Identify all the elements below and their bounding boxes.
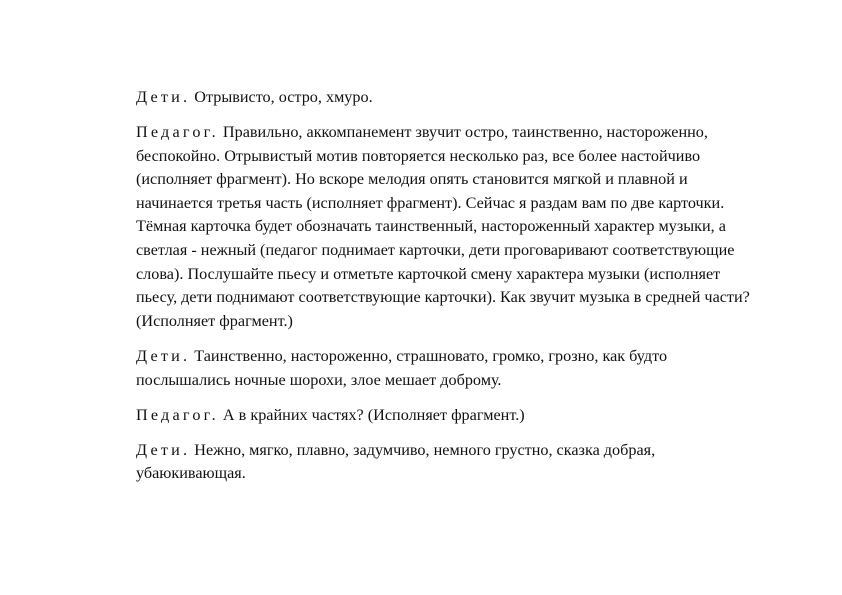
speaker-label: Дети. [136,346,191,365]
speaker-label: Дети. [136,440,191,459]
dialogue-text: Отрывисто, остро, хмуро. [194,88,373,106]
dialogue-paragraph [136,121,756,333]
dialogue-text: Нежно, мягко, плавно, задумчиво, немного грустно, сказка добрая, убаюкивающая. [136,440,656,483]
dialogue-paragraph [136,345,756,392]
document-body [136,86,756,497]
dialogue-paragraph [136,404,756,428]
speaker-label: Педагог. [136,405,219,424]
dialogue-text: Правильно, аккомпанемент звучит остро, таинственно, настороженно, беспокойно. Отрывистый мотив повторяется несколько раз, все более настойчиво (исполняет фрагмент). Но вскоре мелодия опять становится мягкой и плавной и начинается третья часть (исполняет фрагмент). Сейчас я раздам вам по две карточки. Тёмная карточка будет обозначать таинственный, настороженный характер музыки, а светлая - нежный (педагог поднимает карточки, дети проговаривают соответствующие слова). Послушайте пьесу и отметьте карточкой смену характера музыки (исполняет пьесу, дети поднимают соответствующие карточки). Как звучит музыка в средней части? (Исполняет фрагмент.) [136,123,750,330]
dialogue-text: А в крайних частях? (Исполняет фрагмент.) [222,405,525,424]
dialogue-paragraph [136,86,756,110]
speaker-label: Дети. [136,88,191,106]
dialogue-paragraph [136,439,756,486]
dialogue-text: Таинственно, настороженно, страшновато, громко, грозно, как будто послышались ночные шорохи, злое мешает доброму. [136,346,668,389]
speaker-label: Педагог. [136,123,219,142]
